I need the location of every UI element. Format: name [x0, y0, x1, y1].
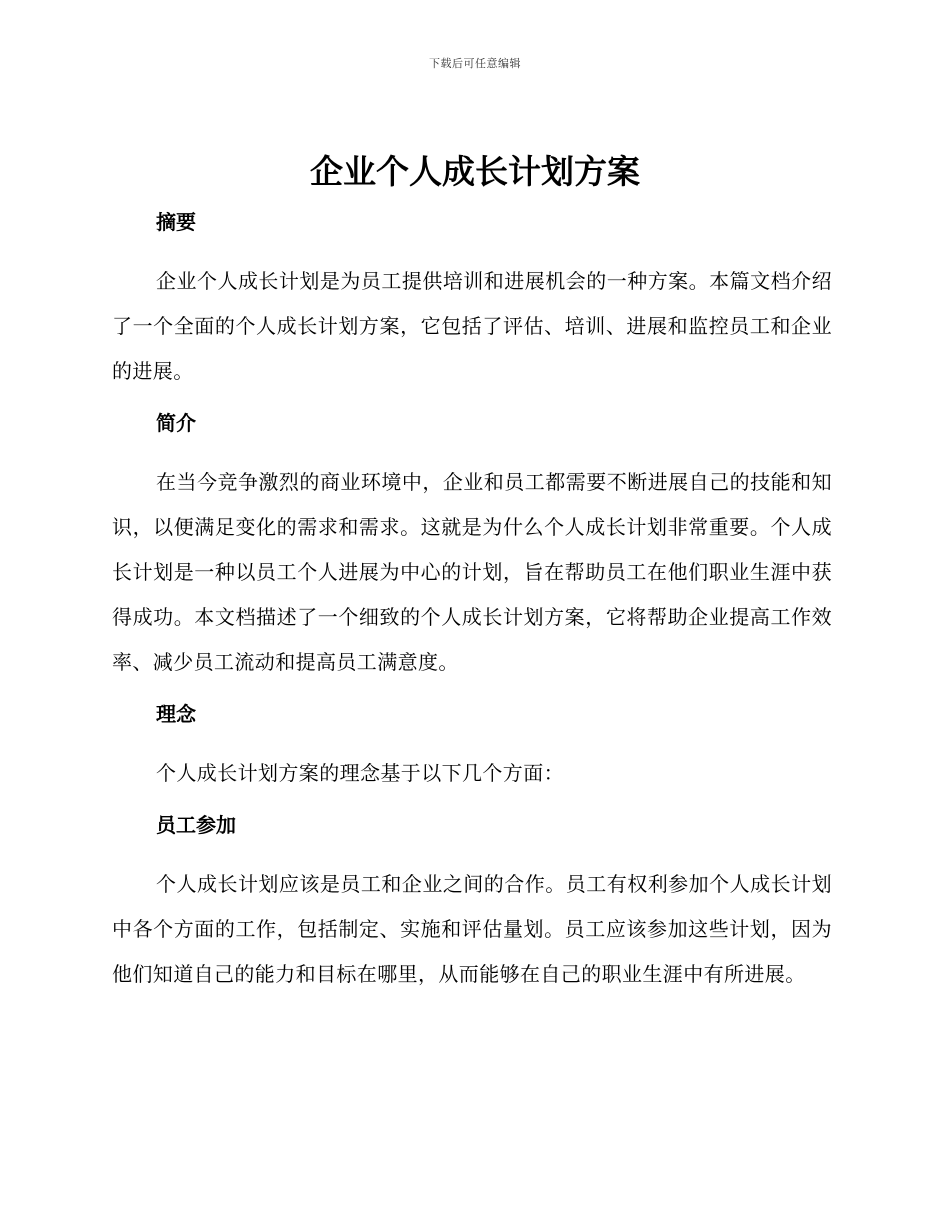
- paragraph-employee-participation: 个人成长计划应该是员工和企业之间的合作。员工有权利参加个人成长计划中各个方面的工作，包括制定、实施和评估量划。员工应该参加这些计划，因为他们知道自己的能力和目标在哪里，从而能够在自己的职业生涯中有所进展。: [112, 872, 832, 986]
- section-heading-philosophy: 理念: [156, 702, 196, 726]
- paragraph-introduction: 在当今竞争激烈的商业环境中，企业和员工都需要不断进展自己的技能和知识，以便满足变化的需求和需求。这就是为什么个人成长计划非常重要。个人成长计划是一种以员工个人进展为中心的计划，旨在帮助员工在他们职业生涯中获得成功。本文档描述了一个细致的个人成长计划方案，它将帮助企业提高工作效率、减少员工流动和提高员工满意度。: [112, 470, 832, 674]
- section-heading-employee-participation: 员工参加: [156, 813, 236, 837]
- section-heading-introduction: 简介: [156, 411, 196, 435]
- section-abstract: [112, 205, 832, 394]
- paragraph-abstract: 企业个人成长计划是为员工提供培训和进展机会的一种方案。本篇文档介绍了一个全面的个人成长计划方案，它包括了评估、培训、进展和监控员工和企业的进展。: [112, 269, 832, 383]
- page-header-note: 下载后可任意编辑: [429, 57, 521, 70]
- document-title: 企业个人成长计划方案: [310, 152, 640, 191]
- section-introduction: [112, 406, 832, 685]
- section-philosophy: [112, 697, 832, 796]
- document-body: [112, 205, 832, 997]
- section-heading-abstract: 摘要: [156, 210, 196, 234]
- paragraph-philosophy: 个人成长计划方案的理念基于以下几个方面：: [156, 761, 564, 785]
- section-employee-participation: [112, 808, 832, 997]
